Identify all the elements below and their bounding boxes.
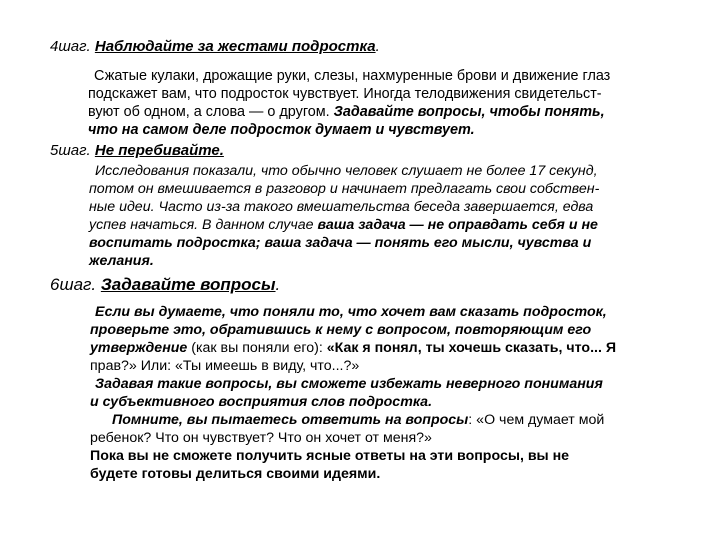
step4-dot: . (375, 38, 380, 55)
step5-line-1: Исследования показали, что обычно человек слушает не более 17 секунд, (95, 163, 598, 179)
step4-number: 4шаг. (50, 38, 95, 55)
step6-line-7-emphasis: Помните, вы пытаетесь ответить на вопросы (112, 412, 469, 428)
step6-line-4: прав?» Или: «Ты имеешь в виду, что...?» (90, 358, 360, 374)
step4-line-3 (88, 103, 672, 121)
step4-line-2: подскажет вам, что подросток чувствует. Иногда телодвижения свидетельст- (88, 86, 602, 102)
step6-dot: . (275, 275, 281, 294)
step5-number: 5шаг. (50, 142, 95, 159)
step6-line-2: проверьте это, обратившись к нему с вопросом, повторяющим его (90, 322, 592, 338)
step6-line-5: Задавая такие вопросы, вы сможете избежать неверного понимания (95, 376, 603, 392)
step4-title: Наблюдайте за жестами подростка (94, 38, 376, 55)
step4-heading (50, 38, 380, 55)
step6-line-3 (90, 339, 672, 357)
step5-paragraph (89, 162, 673, 270)
step6-line-3-emphasis: утверждение (90, 340, 188, 356)
step5-title: Не перебивайте. (94, 142, 224, 159)
step6-paragraph (90, 303, 672, 483)
step6-line-3-quote: «Как я понял, ты хочешь сказать, что... Я (326, 340, 617, 356)
step6-line-10: будете готовы делиться своими идеями. (90, 466, 381, 482)
step6-line-8: ребенок? Что он чувствует? Что он хочет от меня?» (90, 430, 432, 446)
step4-line-4: что на самом деле подросток думает и чувствует. (88, 122, 475, 138)
step4-line-3-emphasis: Задавайте вопросы, чтобы понять, (333, 104, 605, 120)
step5-line-5: воспитать подростка; ваша задача — понять его мысли, чувства и (89, 235, 592, 251)
step5-line-6: желания. (89, 253, 154, 269)
step5-heading (50, 142, 224, 159)
step4-line-1: Сжатые кулаки, дрожащие руки, слезы, нахмуренные брови и движение глаз (94, 68, 611, 84)
step6-number: 6шаг. (50, 275, 101, 294)
step5-line-2: потом он вмешивается в разговор и начинает предлагать свои собствен- (89, 181, 600, 197)
step6-line-7 (90, 411, 672, 429)
step5-line-3: ные идеи. Часто из-за такого вмешательства беседа завершается, едва (89, 199, 594, 215)
step4-line-3-text: вуют об одном, а слова — о другом. (88, 104, 334, 120)
step6-line-3-text: (как вы поняли его): (187, 340, 327, 356)
step6-title: Задавайте вопросы (100, 275, 276, 294)
step6-line-7-text: : «О чем думает мой (468, 412, 605, 428)
step6-line-6: и субъективного восприятия слов подростка. (90, 394, 433, 410)
step5-line-4 (89, 216, 673, 234)
step5-line-4-text: успев начаться. В данном случае (89, 217, 318, 233)
step5-line-4-emphasis: ваша задача — не оправдать себя и не (317, 217, 598, 233)
step6-line-9: Пока вы не сможете получить ясные ответы на эти вопросы, вы не (90, 448, 570, 464)
step4-paragraph (88, 67, 672, 139)
step6-line-1: Если вы думаете, что поняли то, что хочет вам сказать подросток, (95, 304, 607, 320)
step6-heading (50, 275, 280, 295)
